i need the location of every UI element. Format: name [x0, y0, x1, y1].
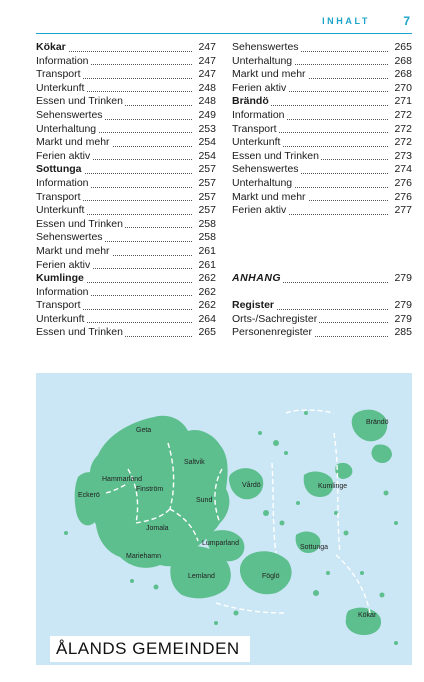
- toc-entry-page: 257: [198, 204, 216, 217]
- toc-entry[interactable]: [232, 55, 412, 69]
- toc-entry-page: 274: [394, 163, 412, 176]
- toc-spacer: [232, 259, 412, 273]
- toc-entry[interactable]: [232, 136, 412, 150]
- toc-entry-page: 262: [198, 272, 216, 285]
- toc-entry-label: Markt und mehr: [232, 68, 306, 81]
- toc-entry-label: Essen und Trinken: [36, 217, 123, 230]
- toc-entry-label: Markt und mehr: [36, 136, 110, 149]
- toc-entry-page: 257: [198, 163, 216, 176]
- toc-entry-page: 254: [198, 149, 216, 162]
- toc-entry[interactable]: [232, 313, 412, 327]
- toc-entry[interactable]: [36, 299, 216, 313]
- toc-entry[interactable]: [232, 299, 412, 313]
- map-graphic: [36, 373, 412, 665]
- toc-spacer: [232, 286, 412, 300]
- toc-entry-page: 253: [198, 122, 216, 135]
- toc-entry-label: Unterkunft: [36, 204, 85, 217]
- label-lumparland: Lumparland: [202, 540, 239, 547]
- toc-entry-page: 276: [394, 176, 412, 189]
- toc-entry-page: 258: [198, 231, 216, 244]
- toc-entry[interactable]: [36, 191, 216, 205]
- toc-entry[interactable]: [36, 231, 216, 245]
- toc-entry-label: Sehenswertes: [36, 108, 103, 121]
- toc-entry-label: Kökar: [36, 41, 66, 53]
- toc-entry-page: 285: [394, 326, 412, 339]
- label-eckeroe: Eckerö: [78, 492, 100, 499]
- toc-entry[interactable]: [36, 95, 216, 109]
- toc-entry-label: Sottunga: [36, 163, 82, 176]
- section-title: INHALT: [322, 16, 370, 26]
- toc-entry-page: 273: [394, 149, 412, 162]
- toc-spacer: [232, 218, 412, 232]
- toc-entry[interactable]: [36, 177, 216, 191]
- toc-entry-page: 247: [198, 54, 216, 67]
- toc-entry-label: Information: [36, 285, 89, 298]
- toc-entry-page: 268: [394, 68, 412, 81]
- page-number: 7: [403, 14, 410, 28]
- toc-entry-label: Unterhaltung: [232, 176, 293, 189]
- label-finstroem: Finström: [136, 486, 164, 493]
- toc-entry-page: 265: [394, 41, 412, 53]
- map-aland-municipalities: [36, 373, 412, 665]
- toc-entry-label: Unterkunft: [232, 136, 281, 149]
- toc-entry[interactable]: [36, 136, 216, 150]
- toc-entry-page: 264: [198, 312, 216, 325]
- toc-spacer: [232, 245, 412, 259]
- label-kumlinge: Kumlinge: [318, 483, 348, 490]
- toc-entry[interactable]: [36, 55, 216, 69]
- label-braendoe: Brändö: [366, 419, 389, 426]
- toc-entry-label: Transport: [36, 68, 81, 81]
- label-foegloe: Föglö: [262, 573, 280, 580]
- toc-entry[interactable]: [36, 313, 216, 327]
- toc-entry-page: 248: [198, 95, 216, 108]
- toc-entry[interactable]: [36, 272, 216, 286]
- toc-entry-label: ANHANG: [232, 272, 282, 285]
- toc-entry-label: Unterkunft: [36, 81, 85, 94]
- toc-entry-label: Orts-/Sachregister: [232, 312, 318, 325]
- toc-entry[interactable]: [36, 82, 216, 96]
- toc-entry-page: 272: [394, 122, 412, 135]
- toc-entry-label: Information: [232, 108, 285, 121]
- toc-entry-page: 261: [198, 258, 216, 271]
- toc-entry-label: Unterhaltung: [232, 54, 293, 67]
- toc-entry-label: Information: [36, 54, 89, 67]
- toc-entry-page: 248: [198, 81, 216, 94]
- toc-entry[interactable]: [232, 204, 412, 218]
- toc-entry-label: Unterkunft: [36, 312, 85, 325]
- toc-entry[interactable]: [36, 245, 216, 259]
- toc-entry-page: 268: [394, 54, 412, 67]
- label-mariehamn: Mariehamn: [126, 553, 162, 560]
- label-sund: Sund: [196, 497, 213, 504]
- toc-entry-page: 279: [394, 312, 412, 325]
- toc-entry-page: 262: [198, 299, 216, 312]
- toc-entry-page: 272: [394, 136, 412, 149]
- toc-entry-label: Sehenswertes: [36, 231, 103, 244]
- toc-entry-page: 247: [198, 68, 216, 81]
- toc-entry[interactable]: [232, 68, 412, 82]
- toc-entry[interactable]: [36, 163, 216, 177]
- toc-entry[interactable]: [232, 95, 412, 109]
- label-lemland: Lemland: [188, 573, 215, 580]
- label-sottunga: Sottunga: [300, 544, 329, 551]
- toc-entry-label: Transport: [36, 190, 81, 203]
- toc-entry[interactable]: [36, 326, 216, 340]
- toc-entry[interactable]: [36, 259, 216, 273]
- toc-entry-page: 261: [198, 244, 216, 257]
- toc-entry-label: Sehenswertes: [232, 41, 299, 53]
- toc-entry[interactable]: [36, 123, 216, 137]
- toc-entry-label: Ferien aktiv: [36, 258, 91, 271]
- toc-column-left: [36, 41, 216, 340]
- toc-entry-page: 257: [198, 190, 216, 203]
- label-saltvik: Saltvik: [184, 459, 205, 466]
- toc-entry-page: 271: [394, 95, 412, 108]
- toc-entry-label: Transport: [232, 122, 277, 135]
- toc-entry[interactable]: [232, 163, 412, 177]
- toc-entry-label: Brändö: [232, 95, 269, 108]
- toc-entry-page: 262: [198, 285, 216, 298]
- land-masses: [75, 410, 392, 635]
- toc-entry[interactable]: [232, 123, 412, 137]
- toc-entry[interactable]: [232, 41, 412, 55]
- toc-spacer: [232, 231, 412, 245]
- toc-entry[interactable]: [36, 68, 216, 82]
- toc-entry-page: 249: [198, 108, 216, 121]
- toc-entry-label: Personenregister: [232, 326, 312, 339]
- toc-entry-label: Ferien aktiv: [232, 81, 287, 94]
- toc-entry-page: 277: [394, 204, 412, 217]
- toc-entry[interactable]: [232, 272, 412, 286]
- toc-entry[interactable]: [232, 82, 412, 96]
- toc-entry[interactable]: [36, 218, 216, 232]
- toc-entry-page: 257: [198, 176, 216, 189]
- label-vaardoe: Vårdö: [242, 482, 261, 489]
- toc-entry-label: Ferien aktiv: [232, 204, 287, 217]
- toc-entry[interactable]: [232, 191, 412, 205]
- toc-entry-label: Information: [36, 176, 89, 189]
- toc-entry-page: 276: [394, 190, 412, 203]
- toc-entry[interactable]: [36, 204, 216, 218]
- toc-entry-label: Kumlinge: [36, 272, 84, 285]
- toc-entry[interactable]: [232, 150, 412, 164]
- toc-entry-page: 279: [394, 299, 412, 312]
- toc-entry-label: Essen und Trinken: [36, 326, 123, 339]
- toc-entry[interactable]: [36, 286, 216, 300]
- toc-entry[interactable]: [232, 109, 412, 123]
- toc-entry-page: 279: [394, 272, 412, 285]
- label-jomala: Jomala: [146, 525, 169, 532]
- toc-entry-label: Unterhaltung: [36, 122, 97, 135]
- toc-entry[interactable]: [36, 109, 216, 123]
- toc-entry[interactable]: [36, 41, 216, 55]
- toc-entry-page: 272: [394, 108, 412, 121]
- toc-entry-page: 270: [394, 81, 412, 94]
- toc-entry-label: Essen und Trinken: [36, 95, 123, 108]
- toc-column-right: [232, 41, 412, 340]
- map-title: ÅLANDS GEMEINDEN: [50, 636, 250, 662]
- toc-entry[interactable]: [36, 150, 216, 164]
- toc-entry-page: 258: [198, 217, 216, 230]
- toc-entry-label: Register: [232, 299, 275, 312]
- page-header: [36, 14, 412, 34]
- toc-entry-label: Markt und mehr: [232, 190, 306, 203]
- toc-entry-page: 254: [198, 136, 216, 149]
- label-geta: Geta: [136, 427, 152, 434]
- toc-entry-label: Sehenswertes: [232, 163, 299, 176]
- toc-entry-label: Markt und mehr: [36, 244, 110, 257]
- toc-entry-label: Essen und Trinken: [232, 149, 319, 162]
- toc-entry-page: 247: [198, 41, 216, 53]
- header-rule: [36, 33, 412, 34]
- toc-entry-label: Transport: [36, 299, 81, 312]
- label-hammarland: Hammarland: [102, 476, 143, 483]
- toc-entry-label: Ferien aktiv: [36, 149, 91, 162]
- toc-entry-page: 265: [198, 326, 216, 339]
- toc-entry[interactable]: [232, 326, 412, 340]
- label-koekar: Kökar: [358, 612, 377, 619]
- toc-entry[interactable]: [232, 177, 412, 191]
